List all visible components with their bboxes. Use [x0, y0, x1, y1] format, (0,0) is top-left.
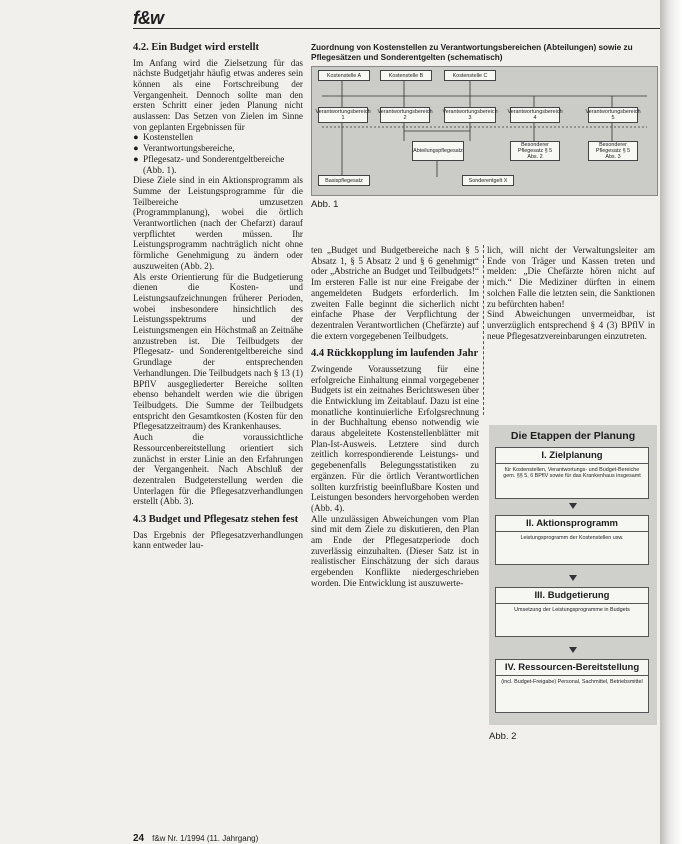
- paragraph: Sind Abweichungen unvermeidbar, ist unverzüglich entsprechend § 4 (3) BPflV in neue Pflegesatzvereinbarungen einzutreten.: [487, 309, 655, 341]
- arrow-down-icon: [569, 647, 577, 653]
- footer-source: f&w Nr. 1/1994 (11. Jahrgang): [152, 834, 259, 843]
- responsibility-area-box: Verantwortungsbereich 5: [585, 109, 641, 121]
- bullet-icon: ●: [133, 153, 139, 164]
- responsibility-area-box: Verantwortungsbereich 3: [442, 109, 498, 121]
- figure-2-caption: Abb. 2: [489, 731, 517, 742]
- magazine-logo: f&w: [133, 8, 163, 28]
- base-rate-box: Basispflegesatz: [318, 175, 370, 186]
- column-divider: [483, 245, 484, 415]
- paragraph: Auch die voraussichtliche Ressourcenbereitstellung orientiert sich zunächst in erster Linie an den Erfahrungen der Vergangenheit. Nach Abschluß der dezentralen Budgeterstellung werden die Unterlagen für die Pflegesatzverhandlungen erstellt (Abb. 3).: [133, 432, 303, 507]
- bullet-icon: ●: [133, 132, 139, 143]
- care-rate-box: Besonderer Pflegesatz § 5 Abs. 2: [510, 141, 560, 161]
- page-edge-shadow: [660, 0, 682, 844]
- paragraph: Als erste Orientierung für die Budgetierung dienen die Kosten- und Leistungsaufzeichnungen früherer Perioden, wobei insbesondere hinsichtlich des Leistungsspektrums und der Leistungsmengen ein Höchstmaß an Zeitnähe anzustreben ist. Die Teilbudgets der Pflegesatz- und Sonderentgeltbereiche sind Grundlage der entsprechenden Verhandlungen. Die Teilbudgets nach § 13 (1) BPflV ausgegliederter Bereiche sollten ebenso behandelt werden wie die übrigen Teilbudgets. Die Summe der Teilbudgets entspricht den Gesamtkosten (Kosten für den Pflegesatzzeitraum) des Krankenhauses.: [133, 271, 303, 432]
- bullet-item: ● Kostenstellen: [133, 132, 194, 143]
- care-rate-box: Abteilungspflegesatz: [412, 141, 464, 161]
- bullet-item: ● Pflegesatz- und Sonderentgeltbereiche (Abb. 1).: [133, 153, 285, 175]
- page-number: 24: [133, 833, 145, 844]
- column-2: [311, 245, 479, 589]
- stage-description: Umsetzung der Leistungsprogramme in Budgets: [514, 607, 630, 613]
- responsibility-area-box: Verantwortungsbereich 4: [507, 109, 563, 121]
- section-heading-4-4: 4.4 Rückkopplung im laufenden Jahr: [311, 348, 479, 360]
- figure-2-planning-stages: [489, 425, 657, 725]
- stage-heading: III. Budgetierung: [496, 588, 648, 604]
- special-fee-box: Sonderentgelt X: [462, 175, 514, 186]
- care-rate-box: Besonderer Pflegesatz § 5 Abs. 3: [588, 141, 638, 161]
- stage-heading: II. Aktionsprogramm: [496, 516, 648, 532]
- figure-1-caption: Abb. 1: [311, 199, 339, 210]
- figure-1-title: Zuordnung von Kostenstellen zu Verantwortungsbereichen (Abteilungen) sowie zu Pflegesätzen und Sonderentgelten (schematisch): [311, 43, 633, 62]
- section-heading-4-3: 4.3 Budget und Pflegesatz stehen fest: [133, 514, 299, 526]
- responsibility-area-box: Verantwortungsbereich 2: [377, 109, 433, 121]
- paragraph: Das Ergebnis der Pflegesatzverhandlungen kann entweder lau-: [133, 529, 303, 551]
- responsibility-area-box: Verantwortungsbereich 1: [315, 109, 371, 121]
- cost-center-box: Kostenstelle A: [318, 70, 370, 81]
- column-1: [133, 42, 303, 551]
- column-3: [487, 245, 655, 341]
- paragraph: lich, will nicht der Verwaltungsleiter am Ende von Träger und Kassen treten und melden: „Die Chefärzte hören nicht auf mich.“ Die Mediziner dürften in einem solchen Falle die letzten sein, die Sanktionen zu befürchten haben!: [487, 245, 655, 309]
- bullet-item: ● Verantwortungsbereiche,: [133, 143, 235, 154]
- figure-2-title: Die Etappen der Planung: [510, 430, 636, 442]
- arrow-down-icon: [569, 575, 577, 581]
- cost-center-box: Kostenstelle B: [380, 70, 432, 81]
- bullet-icon: ●: [133, 143, 139, 154]
- figure-1-diagram: [311, 66, 658, 196]
- paragraph: Diese Ziele sind in ein Aktionsprogramm als Summe der Leistungsprogramme für die Teilbereiche umzusetzen (Programmplanung), wobei die örtlich Verantwortlichen (nach der Chefarzt) darauf verpflichtet werden müssen. Ihr Leistungsprogramm nachträglich nicht ohne förmliche Genehmigung zu ändern oder auszuweiten (Abb. 2).: [133, 175, 303, 271]
- planning-stage: [495, 587, 649, 637]
- arrow-down-icon: [569, 503, 577, 509]
- stage-description: Leistungsprogramm der Kostenstellen usw.: [520, 535, 624, 541]
- paragraph: Zwingende Voraussetzung für eine erfolgreiche Einhaltung einmal vorgegebener Budgets ist ein zeitnahes Berichtswesen über die Entwicklung im Zeitablauf. Dazu ist eine monatliche kontinuierliche Erfolgsrechnung in der Buchhaltung ebenso notwendig wie daraus abgeleitete Kostenstellenblätter mit Plan-Ist-Ausweis. Letztere sind durch zeitlich korrespondierende Leistungs- und gegebenenfalls Belegungsstatistiken zu ergänzen. Für die örtlich Verantwortlichen sollten kurzfristig beeinflußbare Kosten und Leistungen besonders hervorgehoben werden (Abb. 4).: [311, 363, 479, 513]
- planning-stage: [495, 659, 649, 713]
- planning-stage: [495, 515, 649, 565]
- paragraph: Im Anfang wird die Zielsetzung für das nächste Budgetjahr häufig etwas anderes sein können als eine Fortschreibung der Vergangenheit. Dennoch sollte man den ersten Schritt einer jeden Planung nicht auslassen: Das Setzen von Zielen im Sinne von geplanten Ergebnissen für: [133, 57, 303, 132]
- planning-stage: [495, 447, 649, 499]
- page-footer: [133, 833, 258, 844]
- section-heading-4-2: 4.2. Ein Budget wird erstellt: [133, 42, 259, 53]
- stage-heading: I. Zielplanung: [496, 448, 648, 464]
- paragraph: ten „Budget und Budgetbereiche nach § 5 Absatz 1, § 5 Absatz 2 und § 6 genehmigt“ oder „Abstriche an Budget und Teilbudgets!“ Im ersteren Falle ist nur eine Freigabe der angemeldeten Budgets erforderlich. Im zweiten Falle beginnt die sicherlich nicht einfache Phase der Verpflichtung der dezentralen Verantwortlichen (Chefärzte) auf die extern vorgegebenen Teilbudgets.: [311, 245, 479, 341]
- stage-description: (incl. Budget-Freigabe) Personal, Sachmittel, Betriebsmittel: [501, 679, 643, 685]
- paragraph: Alle unzulässigen Abweichungen vom Plan sind mit dem Ziele zu diskutieren, den Plan am Ende der Pflegesatzperiode doch zuverlässig einzuhalten. (Dieser Satz ist in realistischer Einschätzung der sich daraus ergebenden Konflikte niedergeschrieben worden. Die Entwicklung ist auszuwerte-: [311, 513, 479, 588]
- stage-description: für Kostenstellen, Verantwortungs- und Budget-Bereiche gem. §§ 5, 6 BPflV sowie für das Krankenhaus insgesamt: [503, 467, 641, 480]
- stage-heading: IV. Ressourcen-Bereitstellung: [496, 660, 648, 676]
- header-rule: [133, 28, 660, 29]
- cost-center-box: Kostenstelle C: [444, 70, 496, 81]
